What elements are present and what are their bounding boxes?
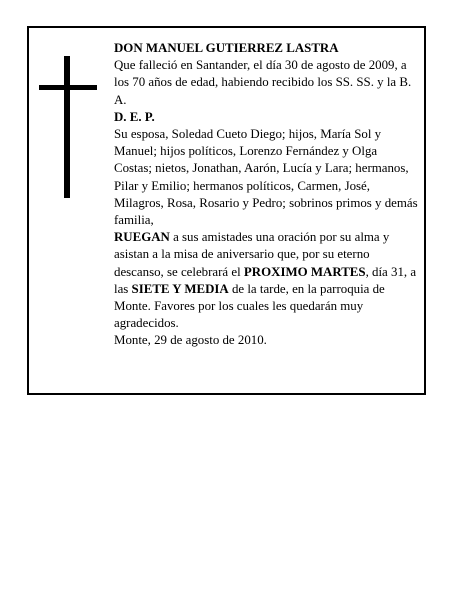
rest-in-peace: D. E. P. — [114, 109, 155, 124]
request-text-1: a sus amistades una oración por su alma y asistan a la misa de aniversario que, por su eterno descanso, se celebrará el — [114, 230, 390, 279]
ruegan-label: RUEGAN — [114, 230, 170, 245]
request-text-2: , día 31, a las — [114, 264, 417, 296]
proximo-martes-label: PROXIMO MARTES — [243, 264, 366, 279]
deceased-name: DON MANUEL GUTIERREZ LASTRA — [114, 41, 339, 55]
siete-y-media-label: SIETE Y MEDIA — [131, 281, 229, 296]
closing-line: Monte, 29 de agosto de 2010. — [114, 333, 267, 348]
cross-icon — [39, 56, 97, 198]
family-paragraph: Su esposa, Soledad Cueto Diego; hijos, María Sol y Manuel; hijos políticos, Lorenzo Fernández y Olga Costas; nietos, Jonathan, Aarón, Lucía y Lara; hermanos, Pilar y Emilio; hermanos políticos, Carmen, José, Milagros, Rosa, Rosario y Pedro; sobrinos primos y demás familia, — [114, 127, 418, 228]
cross-horizontal-bar — [39, 85, 97, 90]
request-paragraph — [114, 229, 418, 332]
death-paragraph: Que falleció en Santander, el día 30 de agosto de 2009, a los 70 años de edad, habiendo recibido los SS. SS. y la B. A. — [114, 58, 412, 107]
obituary-notice — [27, 26, 426, 395]
cross-vertical-bar — [64, 56, 70, 198]
notice-text — [114, 40, 418, 350]
request-text-3: de la tarde, en la parroquia de Monte. Favores por los cuales les quedarán muy agradecidos. — [114, 281, 385, 331]
